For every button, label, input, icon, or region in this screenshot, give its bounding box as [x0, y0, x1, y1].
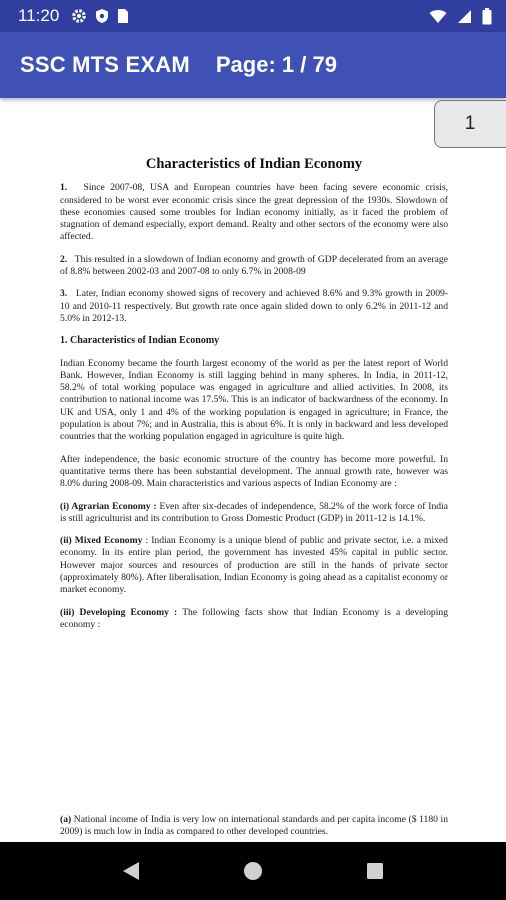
- status-icons-left: [71, 8, 129, 24]
- paragraph-developing: [60, 607, 448, 632]
- paragraph-label: (i) Agrarian Economy :: [60, 500, 157, 512]
- gear-icon: [71, 8, 87, 24]
- page-indicator: Page: 1 / 79: [215, 52, 337, 77]
- paragraph-number: 3.: [60, 288, 68, 300]
- pdf-page: [60, 158, 448, 641]
- page-jump-button[interactable]: 1: [434, 100, 506, 148]
- navigation-bar: [0, 842, 506, 900]
- sim-card-icon: [117, 8, 129, 24]
- paragraph-number: 2.: [60, 253, 68, 265]
- paragraph-label: (ii) Mixed Economy: [60, 535, 143, 547]
- home-circle-icon[interactable]: [243, 861, 263, 881]
- paragraph-text: : Indian Economy is a unique blend of public and private sector, i.e. a mixed economy. In its entire plan period, the government has invested 45% capital in public sector. However major sources and resources of production are still in the hands of private sector (approximately 80%). After liberalisation, Indian Economy is going ahead as a capitalist economy or market economy.: [60, 535, 448, 596]
- paragraph-mixed: [60, 535, 448, 596]
- document-title: Characteristics of Indian Economy: [145, 156, 363, 172]
- paragraph-agrarian: [60, 501, 448, 526]
- paragraph-label: (iii) Developing Economy :: [60, 606, 178, 618]
- paragraph-4: Indian Economy became the fourth largest economy of the world as per the latest report of World Bank. However, Indian Economy is still lagging behind in many spheres. In India, in 2011-12, 58.2% of total working populace was engaged in agriculture and allied activities. In 2008, its contribution to national income was 17.5%. This is an indicator of backwardness of the economy. In UK and USA, only 1 and 4% of the working population is engaged in agriculture; in France, the population is about 7%; and in Australia, this is about 6%. It is only in backward and less developed countries that the working population engaged in agriculture is quite high.: [60, 357, 448, 443]
- status-time: 11:20: [18, 6, 60, 25]
- back-triangle-icon[interactable]: [122, 861, 140, 881]
- cellular-signal-icon: [457, 9, 472, 24]
- paragraph-text: National income of India is very low on international standards and per capita income ($ 1180 in 2009) is much low in India as compared to other developed countries.: [60, 814, 449, 838]
- wifi-icon: [429, 9, 447, 24]
- paragraph-number: 1.: [60, 182, 68, 194]
- battery-icon: [482, 8, 492, 25]
- paragraph-national-income: [60, 814, 448, 839]
- paragraph-text: Later, Indian economy showed signs of recovery and achieved 8.6% and 9.3% growth in 2009-10 and 2010-11 respectively. But growth rate once again slided down to only 6.2% in 2011-12 and 5.0% in 2012-13.: [60, 288, 448, 324]
- status-icons-right: [429, 8, 492, 25]
- recents-square-icon[interactable]: [366, 862, 384, 880]
- shield-icon: [95, 8, 109, 24]
- paragraph-text: The following facts show that Indian Economy is a developing economy :: [60, 606, 448, 630]
- paragraph-text: This resulted in a slowdown of Indian economy and growth of GDP decelerated from an average of 8.8% between 2002-03 and 2007-08 to only 6.7% in 2008-09: [60, 253, 448, 278]
- app-bar: [0, 32, 506, 98]
- app-title: SSC MTS EXAM: [20, 52, 190, 77]
- paragraph-1: [60, 182, 448, 243]
- status-bar: [0, 0, 506, 32]
- paragraph-label: (a): [60, 814, 72, 825]
- paragraph-5: After independence, the basic economic structure of the country has become more powerful. In quantitative terms there has been substantial development. The annual growth rate, however was 8.0% during 2008-09. Main characteristics and various aspects of Indian Economy are :: [60, 453, 448, 490]
- paragraph-2: [60, 254, 448, 279]
- paragraph-text: Since 2007-08, USA and European countries have been facing severe economic crisis, considered to be worst ever economic crisis since the great depression of the 1930s. Slowdown of these economies caused some troubles for Indian economy initially, as it faced the problem of stagnation of demand especially, export demand. Realty and other sectors of the economy were also affected.: [60, 182, 448, 243]
- section-heading: 1. Characteristics of Indian Economy: [60, 335, 220, 347]
- paragraph-3: [60, 288, 448, 325]
- paragraph-text: Even after six-decades of independence, 58.2% of the work force of India is still agriculturist and its contribution to Gross Domestic Product (GDP) in 2011-12 is 14.1%.: [60, 500, 448, 524]
